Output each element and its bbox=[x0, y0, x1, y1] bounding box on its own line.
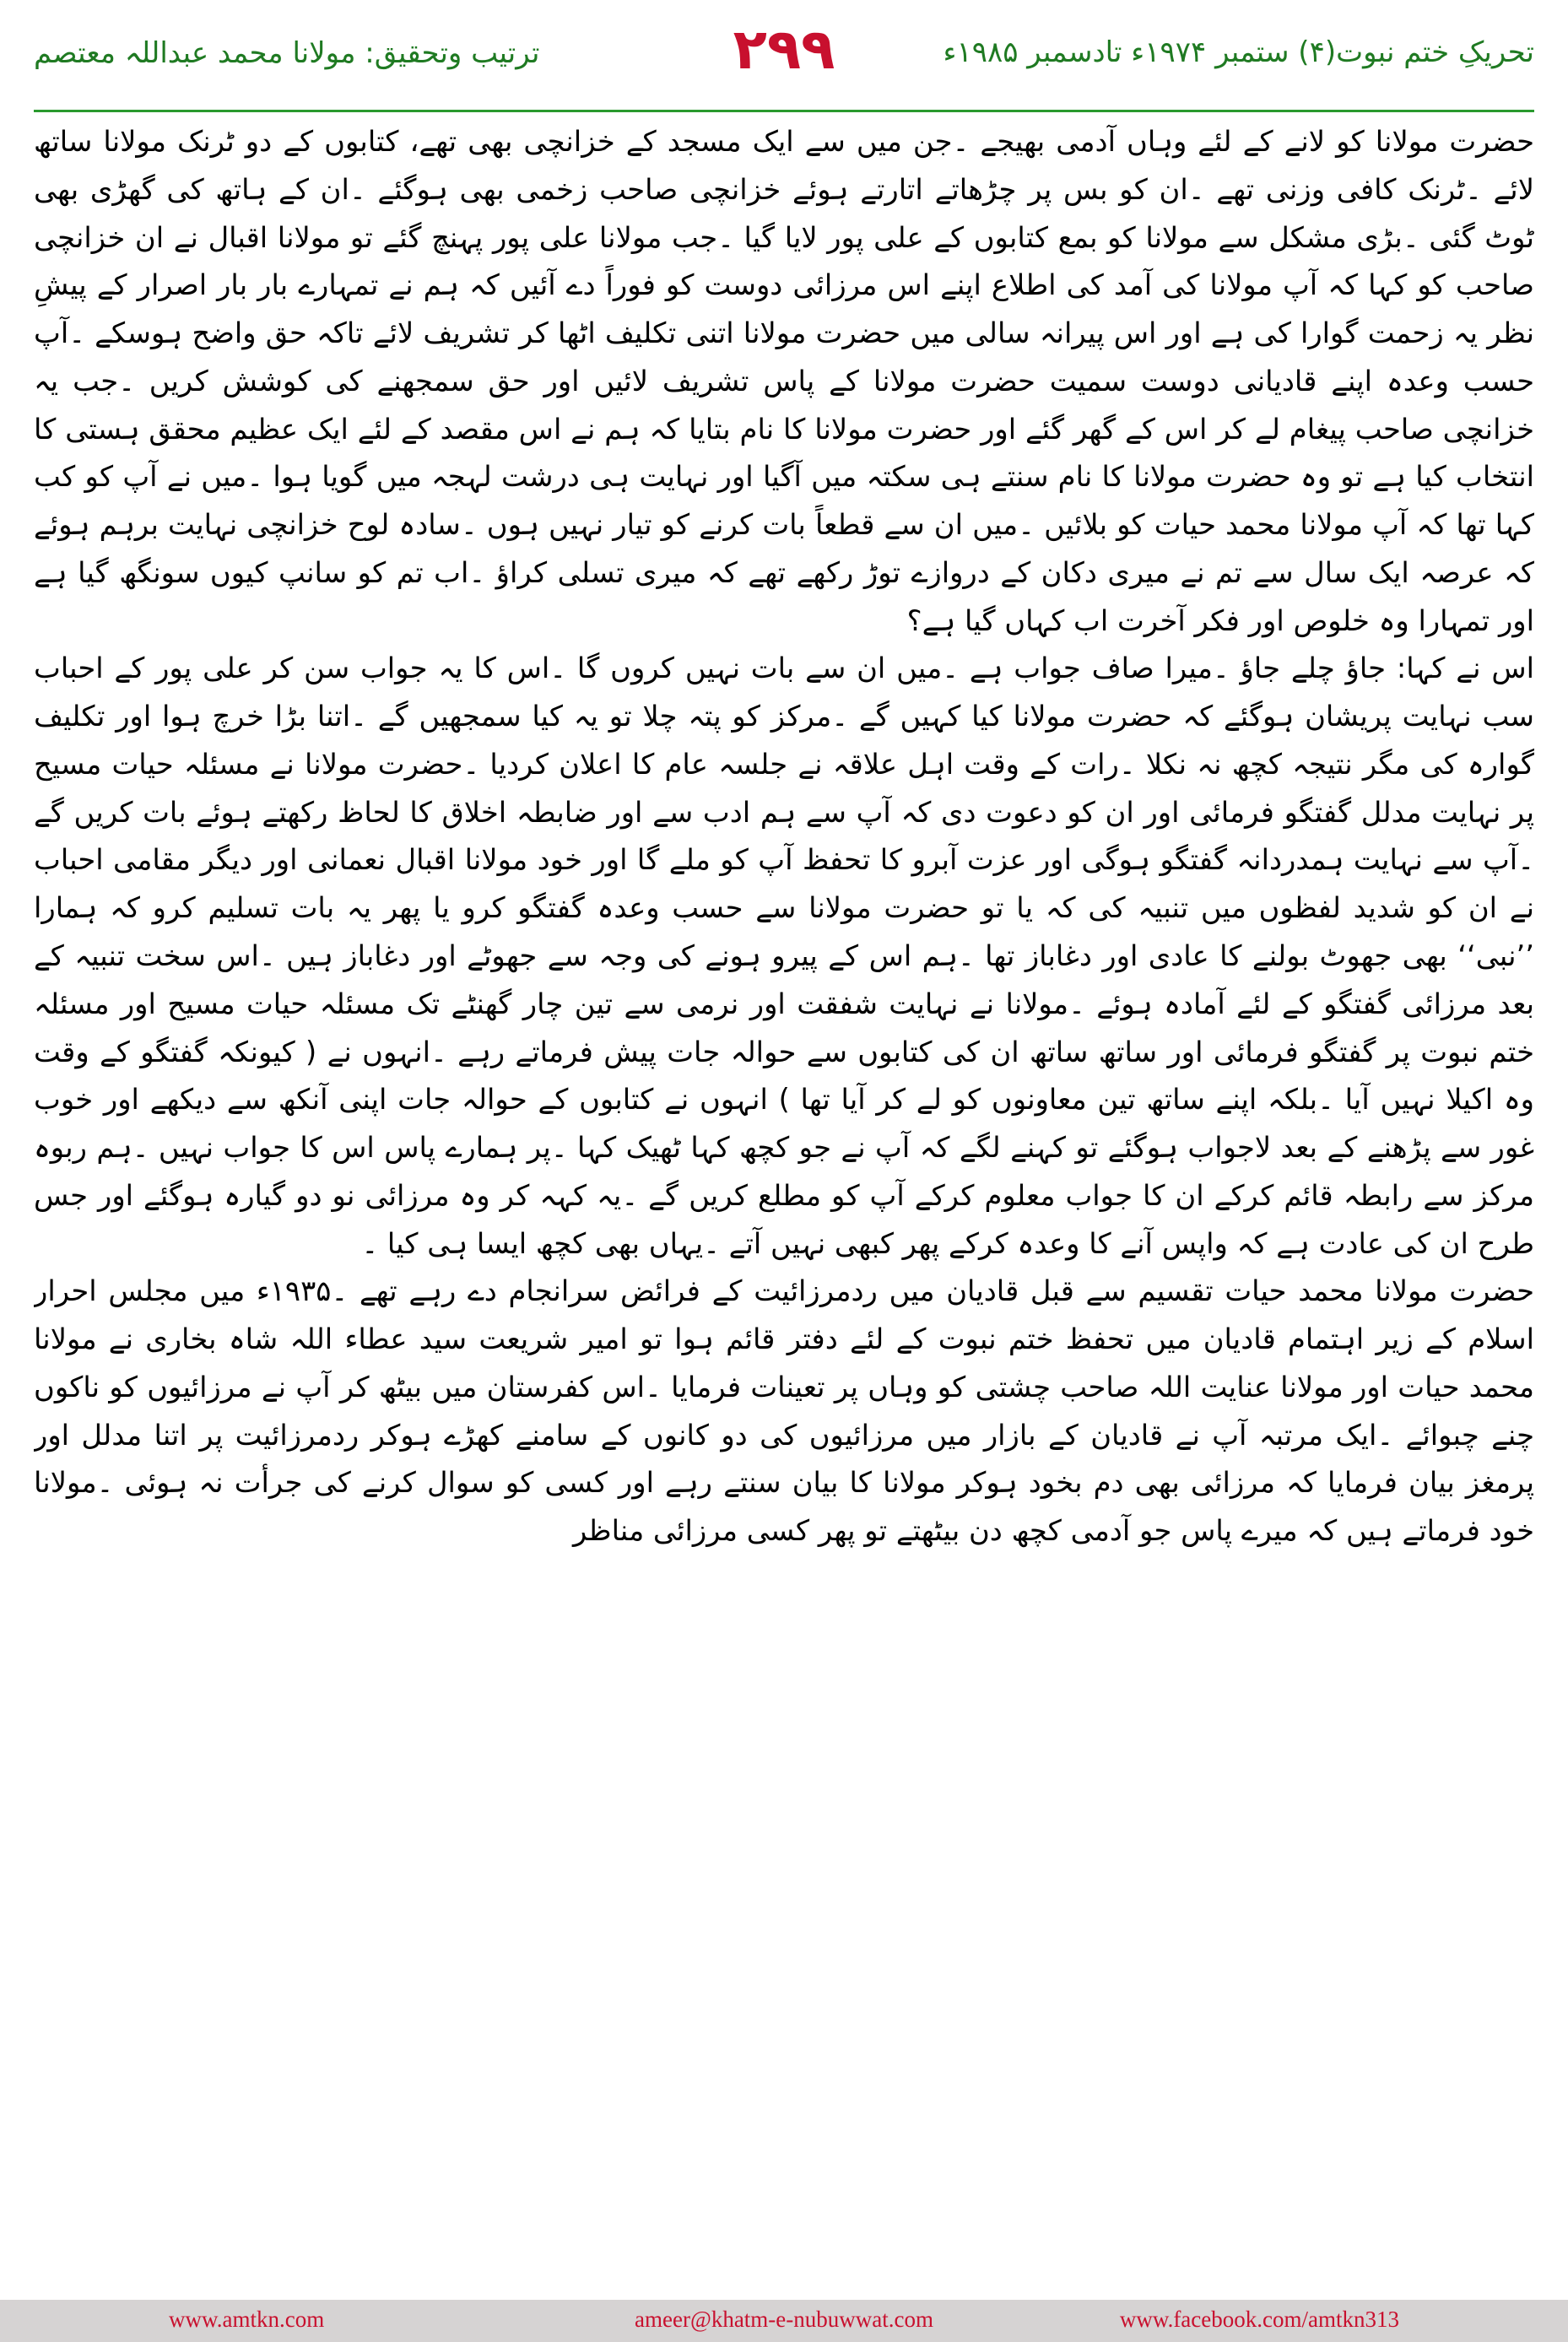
book-title: تحریکِ ختم نبوت(۴) ستمبر ۱۹۷۴ء تادسمبر ۱۹۸۵ء bbox=[943, 35, 1534, 69]
page-number: ۲۹۹ bbox=[733, 17, 835, 82]
paragraph-1: حضرت مولانا کو لانے کے لئے وہاں آدمی بھیجے ۔جن میں سے ایک مسجد کے خزانچی بھی تھے، کتابوں کے دو ٹرنک مولانا ساتھ لائے ۔ٹرنک کافی وزنی تھے ۔ان کو بس پر چڑھاتے اتارتے ہوئے خزانچی صاحب زخمی بھی ہوگئے ۔ان کے ہاتھ کی گھڑی بھی ٹوٹ گئی ۔بڑی مشکل سے مولانا کو بمع کتابوں کے علی پور لایا گیا ۔جب مولانا علی پور پہنچ گئے تو مولانا اقبال نے ان خزانچی صاحب کو کہا کہ آپ مولانا کی آمد کی اطلاع اپنے اس مرزائی دوست کو فوراً دے آئیں کہ ہم نے تمہارے بار بار اصرار کے پیشِ نظر یہ زحمت گوارا کی ہے اور اس پیرانہ سالی میں حضرت مولانا اتنی تکلیف اٹھا کر تشریف لائے تاکہ حق واضح ہوسکے ۔آپ حسب وعدہ اپنے قادیانی دوست سمیت حضرت مولانا کے پاس تشریف لائیں اور حق سمجھنے کی کوشش کریں ۔جب یہ خزانچی صاحب پیغام لے کر اس کے گھر گئے اور حضرت مولانا کا نام بتایا کہ ہم نے اس مقصد کے لئے ایک عظیم محقق ہستی کا انتخاب کیا ہے تو وہ حضرت مولانا کا نام سنتے ہی سکتہ میں آگیا اور نہایت ہی درشت لہجہ میں گویا ہوا ۔میں نے آپ کو کب کہا تھا کہ آپ مولانا محمد حیات کو بلائیں ۔میں ان سے قطعاً بات کرنے کو تیار نہیں ہوں ۔سادہ لوح خزانچی نہایت برہم ہوئے کہ عرصہ ایک سال سے تم نے میری دکان کے دروازے توڑ رکھے تھے کہ میری تسلی کراؤ ۔اب تم کو سانپ کیوں سونگھ گیا ہے اور تمہارا وہ خلوص اور فکر آخرت اب کہاں گیا ہے؟ bbox=[34, 125, 1534, 637]
page-footer bbox=[0, 2300, 1568, 2342]
page-body bbox=[34, 118, 1534, 2279]
website-link[interactable]: www.amtkn.com bbox=[169, 2307, 325, 2332]
email-link[interactable]: ameer@khatm-e-nubuwwat.com bbox=[635, 2307, 933, 2332]
paragraph-3: حضرت مولانا محمد حیات تقسیم سے قبل قادیان میں ردمرزائیت کے فرائض سرانجام دے رہے تھے ۔۱۹۳۵ء میں مجلس احرار اسلام کے زیر اہتمام قادیان میں تحفظ ختم نبوت کے لئے دفتر قائم ہوا تو امیر شریعت سید عطاء اللہ شاہ بخاری نے مولانا محمد حیات اور مولانا عنایت اللہ صاحب چشتی کو وہاں پر تعینات فرمایا ۔اس کفرستان میں بیٹھ کر آپ نے مرزائیوں کو ناکوں چنے چبوائے ۔ایک مرتبہ آپ نے قادیان کے بازار میں مرزائیوں کی دو کانوں کے سامنے کھڑے ہوکر ردمرزائیت پر اتنا مدلل اور پرمغز بیان فرمایا کہ مرزائی بھی دم بخود ہوکر مولانا کا بیان سنتے رہے اور کسی کو سوال کرنے کی جرأت نہ ہوئی ۔مولانا خود فرماتے ہیں کہ میرے پاس جو آدمی کچھ دن بیٹھتے تو پھر کسی مرزائی مناظر bbox=[34, 1274, 1534, 1548]
header-divider bbox=[34, 110, 1534, 112]
paragraph-2: اس نے کہا: جاؤ چلے جاؤ ۔میرا صاف جواب ہے ۔میں ان سے بات نہیں کروں گا ۔اس کا یہ جواب سن کر علی پور کے احباب سب نہایت پریشان ہوگئے کہ حضرت مولانا کیا کہیں گے ۔مرکز کو پتہ چلا تو یہ کیا سمجھیں گے ۔اتنا بڑا خرچ ہوا اور تکلیف گوارہ کی مگر نتیجہ کچھ نہ نکلا ۔رات کے وقت اہل علاقہ نے جلسہ عام کا اعلان کردیا ۔حضرت مولانا نے مسئلہ حیات مسیح پر نہایت مدلل گفتگو فرمائی اور ان کو دعوت دی کہ آپ سے ہم ادب سے اور ضابطہ اخلاق کا لحاظ رکھتے ہوئے بات کریں گے ۔آپ سے نہایت ہمدردانہ گفتگو ہوگی اور عزت آبرو کا تحفظ آپ کو ملے گا اور خود مولانا اقبال نعمانی اور دیگر مقامی احباب نے ان کو شدید لفظوں میں تنبیہ کی کہ یا تو حضرت مولانا سے حسب وعدہ گفتگو کرو یا پھر یہ بات تسلیم کرو کہ ہمارا ’’نبی‘‘ بھی جھوٹ بولنے کا عادی اور دغاباز تھا ۔ہم اس کے پیرو ہونے کی وجہ سے جھوٹے اور دغاباز ہیں ۔اس سخت تنبیہ کے بعد مرزائی گفتگو کے لئے آمادہ ہوئے ۔مولانا نے نہایت شفقت اور نرمی سے تین چار گھنٹے تک مسئلہ حیات مسیح اور مسئلہ ختم نبوت پر گفتگو فرمائی اور ساتھ ساتھ ان کی کتابوں سے حوالہ جات پیش فرماتے رہے ۔انہوں نے ( کیونکہ گفتگو کے وقت وہ اکیلا نہیں آیا ۔بلکہ اپنے ساتھ تین معاونوں کو لے کر آیا تھا ) انہوں نے کتابوں کے حوالہ جات اپنی آنکھ سے دیکھے اور خوب غور سے پڑھنے کے بعد لاجواب ہوگئے تو کہنے لگے کہ آپ نے جو کچھ کہا ٹھیک کہا ۔پر ہمارے پاس اس کا جواب نہیں ۔ہم ربوہ مرکز سے رابطہ قائم کرکے ان کا جواب معلوم کرکے آپ کو مطلع کریں گے ۔یہ کہہ کر وہ مرزائی نو دو گیارہ ہوگئے اور جس طرح ان کی عادت ہے کہ واپس آنے کا وعدہ کرکے پھر کبھی نہیں آتے ۔یہاں بھی کچھ ایسا ہی کیا ۔ bbox=[34, 652, 1534, 1260]
facebook-link[interactable]: www.facebook.com/amtkn313 bbox=[1119, 2307, 1399, 2332]
page-header bbox=[34, 17, 1534, 110]
author-credit: ترتیب وتحقیق: مولانا محمد عبداللہ معتصم bbox=[34, 36, 540, 70]
